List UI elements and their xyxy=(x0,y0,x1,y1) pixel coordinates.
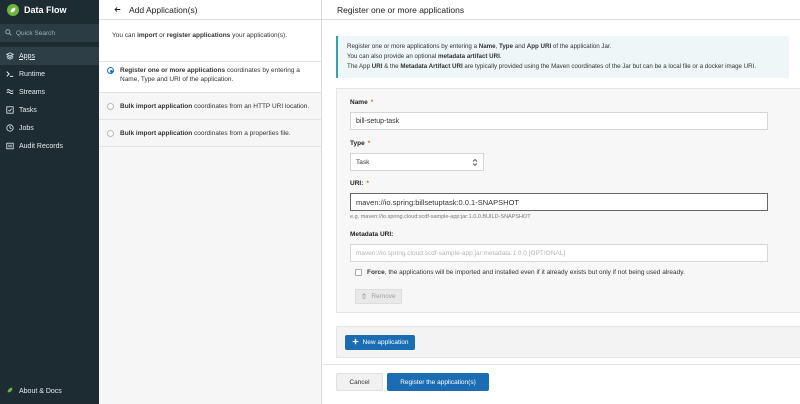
intro-part: You can xyxy=(112,32,138,39)
sidebar-item-apps[interactable] xyxy=(0,47,99,65)
sidebar-item-runtime[interactable] xyxy=(0,65,99,83)
info-bold: App URI xyxy=(526,43,552,50)
trash-icon xyxy=(361,293,367,301)
info-text: of the application Jar. xyxy=(551,43,612,50)
step-bold: Register one or more applications xyxy=(120,67,226,74)
search-icon xyxy=(5,29,12,38)
intro-bold: register applications xyxy=(166,32,231,39)
sidebar-item-label: Apps xyxy=(19,52,35,60)
info-bold: Metadata Artifact URI xyxy=(400,63,463,70)
brand[interactable] xyxy=(0,0,99,20)
chevron-updown-icon xyxy=(472,158,478,167)
about-docs-link[interactable] xyxy=(0,384,99,398)
radio-unselected[interactable] xyxy=(107,103,114,110)
info-text: . xyxy=(499,53,502,60)
tasks-icon xyxy=(5,106,14,115)
sidebar-item-label: Jobs xyxy=(19,124,34,132)
uri-label xyxy=(350,180,369,187)
metadata-uri-input[interactable]: maven://io.spring.cloud:scdf-sample-app:jar:metadata:1.0.0 [OPTIONAL] xyxy=(350,244,768,262)
sidebar-item-label: Audit Records xyxy=(19,142,63,150)
uri-input[interactable]: maven://io.spring:billsetuptask:0.0.1-SNAPSHOT xyxy=(350,193,768,211)
info-line-2 xyxy=(347,52,789,62)
sidebar-item-streams[interactable] xyxy=(0,83,99,101)
info-text: & the xyxy=(382,63,401,70)
force-checkbox[interactable] xyxy=(355,269,362,276)
name-input[interactable]: bill-setup-task xyxy=(350,112,768,130)
type-select-value: Task xyxy=(356,158,370,166)
step-text xyxy=(120,102,309,111)
main-panel xyxy=(322,0,800,404)
sidebar-item-label: Runtime xyxy=(19,70,46,78)
new-application-area xyxy=(336,326,800,358)
clock-icon xyxy=(5,124,14,133)
step-desc: coordinates by entering a Name, Type and URI of the application. xyxy=(120,67,300,83)
new-application-label: New application xyxy=(362,339,409,346)
remove-label: Remove xyxy=(371,293,396,300)
back-arrow-icon[interactable] xyxy=(114,5,121,15)
info-line-3 xyxy=(347,62,789,72)
plus-icon xyxy=(352,338,359,347)
sidebar-item-label: Streams xyxy=(19,88,46,96)
intro-text xyxy=(99,20,321,62)
info-text: and xyxy=(513,43,527,50)
intro-part: your application(s). xyxy=(230,32,288,39)
spring-leaf-icon xyxy=(6,386,14,396)
sidebar-item-tasks[interactable] xyxy=(0,101,99,119)
application-form xyxy=(336,88,800,313)
step-desc: coordinates from an HTTP URI location. xyxy=(192,102,310,110)
main-title: Register one or more applications xyxy=(322,0,800,20)
info-text: The App xyxy=(347,63,372,70)
required-asterisk: * xyxy=(366,180,369,187)
info-bold: URI xyxy=(371,63,383,70)
info-bold: Type xyxy=(499,43,514,50)
type-label xyxy=(350,140,370,147)
info-bold: metadata artifact URI xyxy=(437,53,500,60)
step-bulk-import-properties[interactable] xyxy=(99,120,321,147)
sidebar-item-audit-records[interactable] xyxy=(0,137,99,155)
sidebar xyxy=(0,0,99,404)
label-text: URI: xyxy=(350,180,364,187)
sidebar-item-label: Tasks xyxy=(19,106,37,114)
about-label: About & Docs xyxy=(19,387,62,395)
remove-button[interactable] xyxy=(355,289,402,304)
sidebar-nav xyxy=(0,47,99,155)
apps-icon xyxy=(5,52,14,61)
info-text: Register one or more applications by entering a xyxy=(347,43,479,50)
step-bold: Bulk import application xyxy=(120,102,193,110)
panel-title: Add Application(s) xyxy=(129,4,198,15)
new-application-button[interactable] xyxy=(345,335,415,350)
step-bold: Bulk import application xyxy=(120,129,193,137)
footer-divider xyxy=(322,364,800,365)
step-text xyxy=(120,66,315,84)
metadata-uri-label: Metadata URI: xyxy=(350,231,394,238)
app-title: Data Flow xyxy=(24,5,67,15)
required-asterisk: * xyxy=(370,99,374,106)
search-placeholder: Quick Search xyxy=(16,29,56,37)
terminal-icon xyxy=(5,70,14,79)
intro-part: or xyxy=(157,32,167,39)
info-line-1 xyxy=(347,42,789,52)
sidebar-item-jobs[interactable] xyxy=(0,119,99,137)
intro-bold: import xyxy=(137,32,158,39)
info-text: , xyxy=(495,43,500,50)
quick-search-input[interactable] xyxy=(0,24,99,42)
info-text: are typically provided using the Maven coordinates of the Jar but can be a local file or a docker image URI. xyxy=(462,63,757,70)
spring-leaf-icon xyxy=(7,4,19,16)
step-desc: coordinates from a properties file. xyxy=(192,129,291,137)
uri-help-text: e.g. maven://io.spring.cloud:scdf-sample-app:jar:1.0.0.BUILD-SNAPSHOT xyxy=(350,214,531,220)
force-option xyxy=(355,269,685,276)
panel-header xyxy=(99,0,321,20)
label-text: Name xyxy=(350,99,368,106)
step-text xyxy=(120,129,291,138)
label-text: Type xyxy=(350,140,365,147)
info-text: You can also provide an optional xyxy=(347,53,438,60)
streams-icon xyxy=(5,88,14,97)
info-bold: Name xyxy=(478,43,496,50)
type-select[interactable] xyxy=(350,153,484,171)
radio-selected[interactable] xyxy=(107,67,114,74)
radio-unselected[interactable] xyxy=(107,130,114,137)
force-text xyxy=(367,269,685,276)
force-desc: , the applications will be imported and installed even if it already exists but only if not being used already. xyxy=(384,269,685,276)
list-icon xyxy=(5,142,14,151)
name-label xyxy=(350,99,373,106)
info-box xyxy=(336,36,789,78)
step-bulk-import-uri[interactable] xyxy=(99,93,321,120)
cancel-button[interactable]: Cancel xyxy=(336,373,383,391)
steps-panel xyxy=(99,0,322,404)
step-register-applications[interactable] xyxy=(99,62,321,93)
register-applications-button[interactable]: Register the application(s) xyxy=(387,373,489,391)
required-asterisk: * xyxy=(367,140,371,147)
force-bold: Force xyxy=(367,269,385,276)
